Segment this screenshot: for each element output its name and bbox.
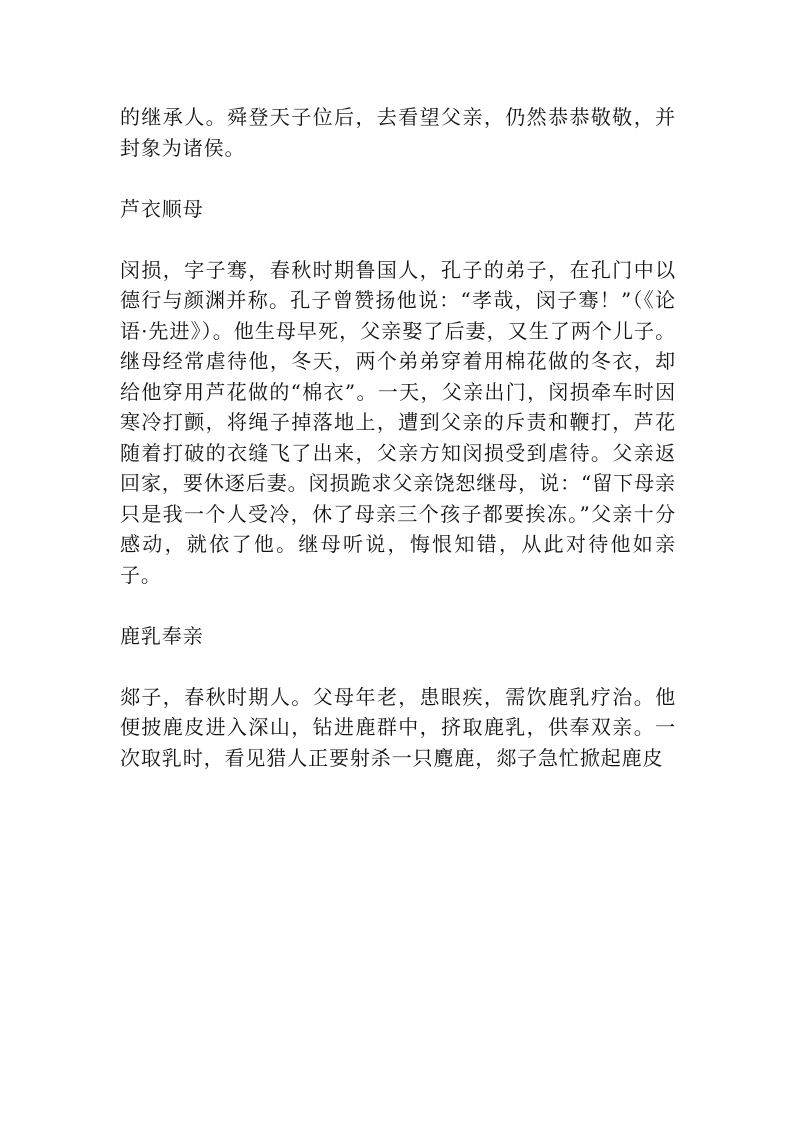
section-heading-luyi-shunmu: 芦衣顺母 [120, 196, 204, 221]
paragraph-shun-ending: 的继承人。舜登天子位后，去看望父亲，仍然恭恭敬敬，并封象为诸侯。 [120, 105, 676, 160]
paragraph-min-sun: 闵损，字子骞，春秋时期鲁国人，孔子的弟子，在孔门中以德行与颜渊并称。孔子曾赞扬他说：“孝哉，闵子骞！”（《论语·先进》）。他生母早死，父亲娶了后妻，又生了两个儿子。继母经常虐待他，冬天，两个弟弟穿着用棉花做的冬衣，却给他穿用芦花做的“棉衣”。一天，父亲出门，闵损牵车时因寒冷打颤，将绳子掉落地上，遭到父亲的斥责和鞭打，芦花随着打破的衣缝飞了出来，父亲方知闵损受到虐待。父亲返回家，要休逐后妻。闵损跪求父亲饶恕继母，说：“留下母亲只是我一个人受冷，休了母亲三个孩子都要挨冻。”父亲十分感动，就依了他。继母听说，悔恨知错，从此对待他如亲子。 [120, 257, 676, 587]
document-body [120, 102, 676, 804]
paragraph-tan-zi: 郯子，春秋时期人。父母年老，患眼疾，需饮鹿乳疗治。他便披鹿皮进入深山，钻进鹿群中，挤取鹿乳，供奉双亲。一次取乳时，看见猎人正要射杀一只麑鹿，郯子急忙掀起鹿皮 [120, 684, 676, 770]
section-heading-luru-fengqin: 鹿乳奉亲 [120, 623, 204, 648]
